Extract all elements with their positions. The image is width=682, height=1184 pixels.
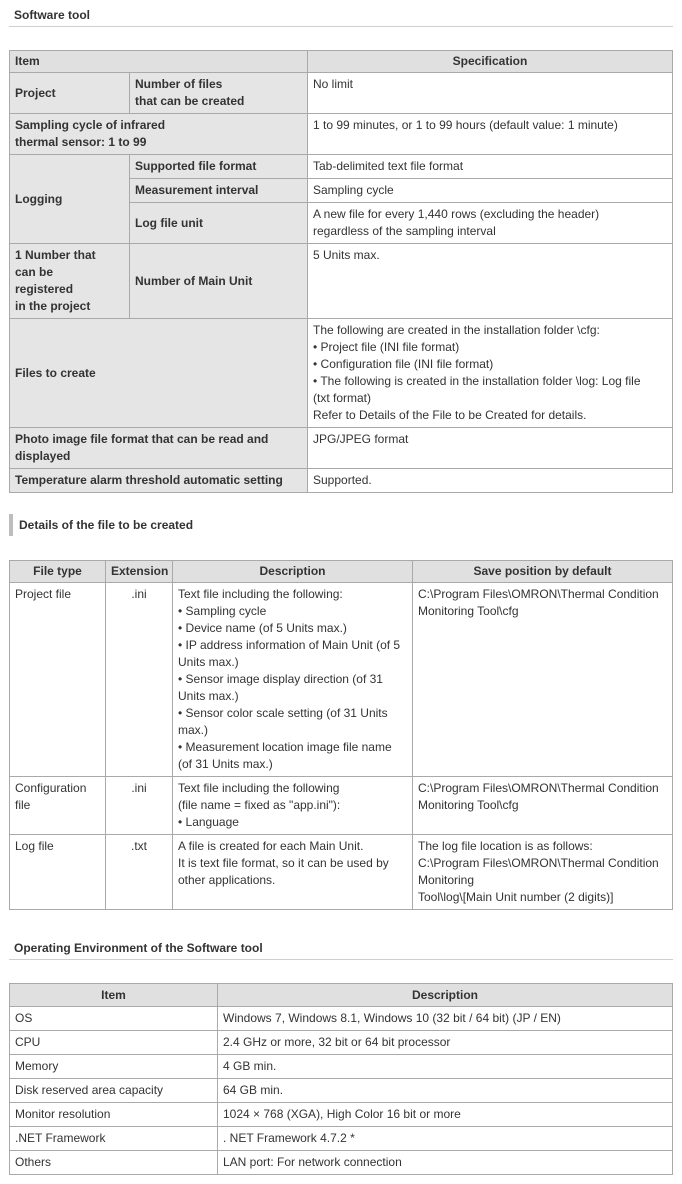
save-position-cell: C:\Program Files\OMRON\Thermal Condition Monitoring Tool\cfg [413, 777, 673, 835]
log-file-unit-value: A new file for every 1,440 rows (excluding the header) regardless of the sampling interval [308, 203, 673, 244]
details-title-marker [9, 514, 13, 536]
details-header-file-type: File type [10, 561, 106, 583]
table-row [10, 1055, 673, 1079]
table-row [10, 1031, 673, 1055]
description-cell: A file is created for each Main Unit. It is text file format, so it can be used by other applications. [173, 835, 413, 910]
details-header-extension: Extension [106, 561, 173, 583]
files-create-value: The following are created in the installation folder \cfg: • Project file (INI file format) • Configuration file (INI file format) • The following is created in the installation folder \log: Log file (txt format) Refer to Details of the File to be Created for details. [308, 319, 673, 428]
logging-label: Logging [10, 155, 130, 244]
env-item-cell: Others [10, 1151, 218, 1175]
save-position-cell: C:\Program Files\OMRON\Thermal Condition Monitoring Tool\cfg [413, 583, 673, 777]
photo-label: Photo image file format that can be read and displayed [10, 428, 308, 469]
measurement-interval-value: Sampling cycle [308, 179, 673, 203]
extension-cell: .ini [106, 777, 173, 835]
extension-cell: .ini [106, 583, 173, 777]
file-type-cell: Project file [10, 583, 106, 777]
details-table [9, 560, 673, 910]
num-files-label: Number of files that can be created [130, 73, 308, 114]
measurement-interval-label: Measurement interval [130, 179, 308, 203]
supported-format-value: Tab-delimited text file format [308, 155, 673, 179]
environment-title-divider [9, 959, 673, 960]
description-cell: Text file including the following: • Sampling cycle • Device name (of 5 Units max.) • IP address information of Main Unit (of 5 Units max.) • Sensor image display direction (of 31 Units max.) • Sensor color scale setting (of 31 Units max.) • Measurement location image file name (of 31 Units max.) [173, 583, 413, 777]
files-create-label: Files to create [10, 319, 308, 428]
table-row [10, 1007, 673, 1031]
save-position-cell: The log file location is as follows: C:\Program Files\OMRON\Thermal Condition Monitoring Tool\log\[Main Unit number (2 digits)] [413, 835, 673, 910]
table-row [10, 1151, 673, 1175]
header-item: Item [10, 51, 308, 73]
description-cell: Text file including the following (file name = fixed as "app.ini"): • Language [173, 777, 413, 835]
num-files-value: No limit [308, 73, 673, 114]
details-header-description: Description [173, 561, 413, 583]
project-label: Project [10, 73, 130, 114]
details-header-save-position: Save position by default [413, 561, 673, 583]
env-description-cell: 1024 × 768 (XGA), High Color 16 bit or more [218, 1103, 673, 1127]
table-row [10, 1103, 673, 1127]
supported-format-label: Supported file format [130, 155, 308, 179]
file-type-cell: Configuration file [10, 777, 106, 835]
table-row [10, 777, 673, 835]
table-row [10, 583, 673, 777]
temp-alarm-label: Temperature alarm threshold automatic setting [10, 469, 308, 493]
sampling-value: 1 to 99 minutes, or 1 to 99 hours (default value: 1 minute) [308, 114, 673, 155]
main-unit-label: Number of Main Unit [130, 244, 308, 319]
env-item-cell: CPU [10, 1031, 218, 1055]
environment-title: Operating Environment of the Software tool [14, 941, 263, 955]
env-item-cell: .NET Framework [10, 1127, 218, 1151]
env-item-cell: OS [10, 1007, 218, 1031]
log-file-unit-label: Log file unit [130, 203, 308, 244]
env-header-description: Description [218, 984, 673, 1007]
photo-value: JPG/JPEG format [308, 428, 673, 469]
extension-cell: .txt [106, 835, 173, 910]
environment-table [9, 983, 673, 1175]
env-item-cell: Monitor resolution [10, 1103, 218, 1127]
table-row [10, 835, 673, 910]
file-type-cell: Log file [10, 835, 106, 910]
env-description-cell: 2.4 GHz or more, 32 bit or 64 bit processor [218, 1031, 673, 1055]
env-item-cell: Disk reserved area capacity [10, 1079, 218, 1103]
details-title: Details of the file to be created [19, 518, 194, 532]
env-description-cell: 4 GB min. [218, 1055, 673, 1079]
software-tool-title: Software tool [14, 8, 91, 22]
table-row [10, 1079, 673, 1103]
env-description-cell: . NET Framework 4.7.2 * [218, 1127, 673, 1151]
env-item-cell: Memory [10, 1055, 218, 1079]
header-specification: Specification [308, 51, 673, 73]
env-description-cell: 64 GB min. [218, 1079, 673, 1103]
sampling-label: Sampling cycle of infrared thermal sensor: 1 to 99 [10, 114, 308, 155]
env-header-item: Item [10, 984, 218, 1007]
table-row [10, 1127, 673, 1151]
env-description-cell: LAN port: For network connection [218, 1151, 673, 1175]
registered-label: 1 Number that can be registered in the project [10, 244, 130, 319]
main-unit-value: 5 Units max. [308, 244, 673, 319]
title-divider [9, 26, 673, 27]
env-description-cell: Windows 7, Windows 8.1, Windows 10 (32 bit / 64 bit) (JP / EN) [218, 1007, 673, 1031]
temp-alarm-value: Supported. [308, 469, 673, 493]
software-tool-table [9, 50, 673, 493]
